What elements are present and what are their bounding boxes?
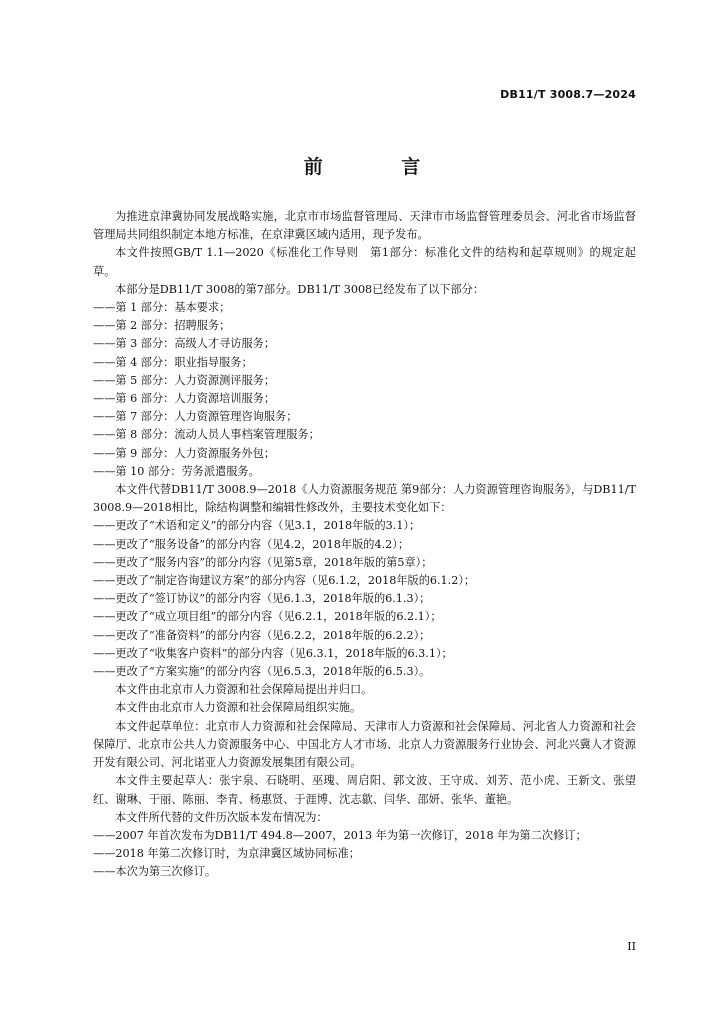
paragraph-drafting-rule: 本文件按照GB/T 1.1—2020《标准化工作导则 第1部分：标准化文件的结构和起草规则》的规定起草。 [93,246,636,278]
history-list [93,827,636,882]
foreword-body [93,208,636,882]
list-item: ——更改了“方案实施”的部分内容（见6.5.3，2018年版的6.5.3）。 [93,665,431,679]
list-item: ——更改了“术语和定义”的部分内容（见3.1，2018年版的3.1）； [93,519,421,533]
paragraph-intro: 为推进京津冀协同发展战略实施，北京市市场监督管理局、天津市市场监督管理委员会、河北省市场监督管理局共同组织制定本地方标准，在京津冀区域内适用，现予发布。 [93,210,636,242]
paragraph-replacement: 本文件代替DB11/T 3008.9—2018《人力资源服务规范 第9部分：人力资源管理咨询服务》，与DB11/T 3008.9—2018相比，除结构调整和编辑性修改外，主要技术变化如下： [93,483,636,515]
list-item: ——第 10 部分：劳务派遣服务。 [93,464,260,478]
list-item: ——第 2 部分：招聘服务； [93,319,231,333]
paragraph-implementer: 本文件由北京市人力资源和社会保障局组织实施。 [115,701,362,715]
list-item: ——第 8 部分：流动人员人事档案管理服务； [93,428,320,442]
list-item: ——更改了“成立项目组”的部分内容（见6.2.1，2018年版的6.2.1）； [93,610,442,624]
paragraph-parts-intro: 本部分是DB11/T 3008的第7部分。DB11/T 3008已经发布了以下部分： [115,282,485,296]
list-item: ——第 3 部分：高级人才寻访服务； [93,337,276,351]
list-item: ——第 6 部分：人力资源培训服务； [93,392,276,406]
parts-list [93,299,636,481]
list-item: ——更改了“签订协议”的部分内容（见6.1.3，2018年版的6.1.3）； [93,592,431,606]
list-item: ——第 4 部分：职业指导服务； [93,355,253,369]
document-code: DB11/T 3008.7—2024 [500,88,636,101]
paragraph-drafting-units: 本文件起草单位：北京市人力资源和社会保障局、天津市人力资源和社会保障局、河北省人力资源和社会保障厅、北京市公共人力资源服务中心、中国北方人才市场、北京人力资源服务行业协会、河北兴冀人才资源开发有限公司、河北诺亚人力资源发展集团有限公司。 [93,719,636,770]
list-item: ——更改了“准备资料”的部分内容（见6.2.2，2018年版的6.2.2）； [93,628,431,642]
list-item: ——2018 年第二次修订时，为京津冀区域协同标准； [93,847,360,861]
list-item: ——更改了“服务内容”的部分内容（见第5章，2018年版的第5章）； [93,555,433,569]
page-number: II [627,940,636,953]
paragraph-proposer: 本文件由北京市人力资源和社会保障局提出并归口。 [115,683,373,697]
list-item: ——更改了“服务设备”的部分内容（见4.2，2018年版的4.2）； [93,537,410,551]
list-item: ——更改了“收集客户资料”的部分内容（见6.3.1，2018年版的6.3.1）； [93,646,453,660]
list-item: ——更改了“制定咨询建议方案”的部分内容（见6.1.2，2018年版的6.1.2）； [93,574,476,588]
list-item: ——第 9 部分：人力资源服务外包； [93,446,276,460]
paragraph-history-intro: 本文件所代替的文件历次版本发布情况为： [115,810,328,824]
list-item: ——第 5 部分：人力资源测评服务； [93,373,276,387]
list-item: ——第 7 部分：人力资源管理咨询服务； [93,410,298,424]
page-title: 前 言 [303,156,457,178]
changes-list [93,517,636,681]
list-item: ——2007 年首次发布为DB11/T 494.8—2007，2013 年为第一次修订，2018 年为第二次修订； [93,828,587,842]
list-item: ——第 1 部分：基本要求； [93,301,231,315]
paragraph-drafters: 本文件主要起草人：张宇泉、石晓明、巫瑰、周启阳、郭文波、王守成、刘芳、范小虎、王新文、张望红、谢琳、于丽、陈丽、李青、杨惠贤、于涯博、沈志歙、闫华、邵妍、张华、董艳。 [93,774,636,806]
list-item: ——本次为第三次修订。 [93,865,217,879]
